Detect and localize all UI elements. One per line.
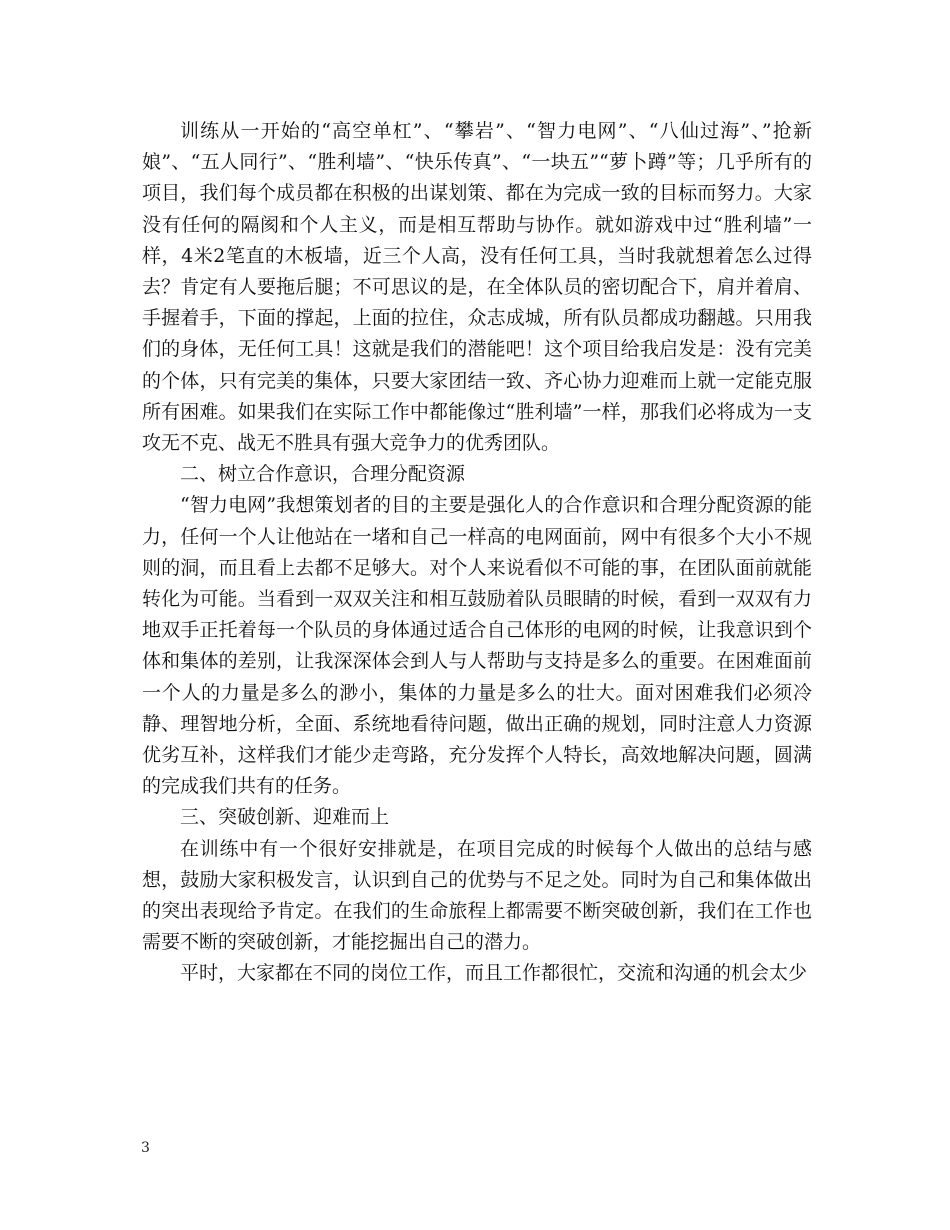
section-heading-innovation: 三、突破创新、迎难而上 [180,806,390,829]
paragraph-daily-work: 平时，大家都在不同的岗位工作，而且工作都很忙，交流和沟通的机会太少 [180,962,808,985]
paragraph-summary-feedback: 在训练中有一个很好安排就是，在项目完成的时候每个人做出的总结与感想，鼓励大家积极发言，认识到自己的优势与不足之处。同时为自己和集体做出的突出表现给予肯定。在我们的生命旅程上都需要不断突破创新，我们在工作也需要不断的突破创新，才能挖掘出自己的潜力。 [142,837,812,954]
paragraph-training-projects: 训练从一开始的“高空单杠”、“攀岩”、“智力电网”、“八仙过海”、”抢新娘”、“五人同行”、“胜利墙”、“快乐传真”、“一块五”“萝卜蹲”等；几乎所有的项目，我们每个成员都在积极的出谋划策、都在为完成一致的目标而努力。大家没有任何的隔阂和个人主义，而是相互帮助与协作。就如游戏中过“胜利墙”一样，4米2笔直的木板墙，近三个人高，没有任何工具，当时我就想着怎么过得去？肯定有人要拖后腿；不可思议的是，在全体队员的密切配合下，肩并着肩、手握着手，下面的撑起，上面的拉住，众志成城，所有队员都成功翻越。只用我们的身体，无任何工具！这就是我们的潜能吧！这个项目给我启发是：没有完美的个体，只有完美的集体，只要大家团结一致、齐心协力迎难而上就一定能克服所有困难。如果我们在实际工作中都能像过“胜利墙”一样，那我们必将成为一支攻无不克、战无不胜具有强大竞争力的优秀团队。 [142,120,812,455]
section-heading-cooperation: 二、树立合作意识，合理分配资源 [180,463,466,486]
paragraph-electric-net: “智力电网”我想策划者的目的主要是强化人的合作意识和合理分配资源的能力，任何一个人让他站在一堵和自己一样高的电网面前，网中有很多个大小不规则的洞，而且看上去都不足够大。对个人来说看似不可能的事，在团队面前就能转化为可能。当看到一双双关注和相互鼓励着队员眼睛的时候，看到一双双有力地双手正托着每一个队员的身体通过适合自己体形的电网的时候，让我意识到个体和集体的差别，让我深深体会到人与人帮助与支持是多么的重要。在困难面前一个人的力量是多么的渺小，集体的力量是多么的壮大。面对困难我们必须冷静、理智地分析，全面、系统地看待问题，做出正确的规划，同时注意人力资源优劣互补，这样我们才能少走弯路，充分发挥个人特长，高效地解决问题，圆满的完成我们共有的任务。 [142,494,812,798]
page-number: 3 [141,1140,150,1156]
document-body [142,116,812,990]
